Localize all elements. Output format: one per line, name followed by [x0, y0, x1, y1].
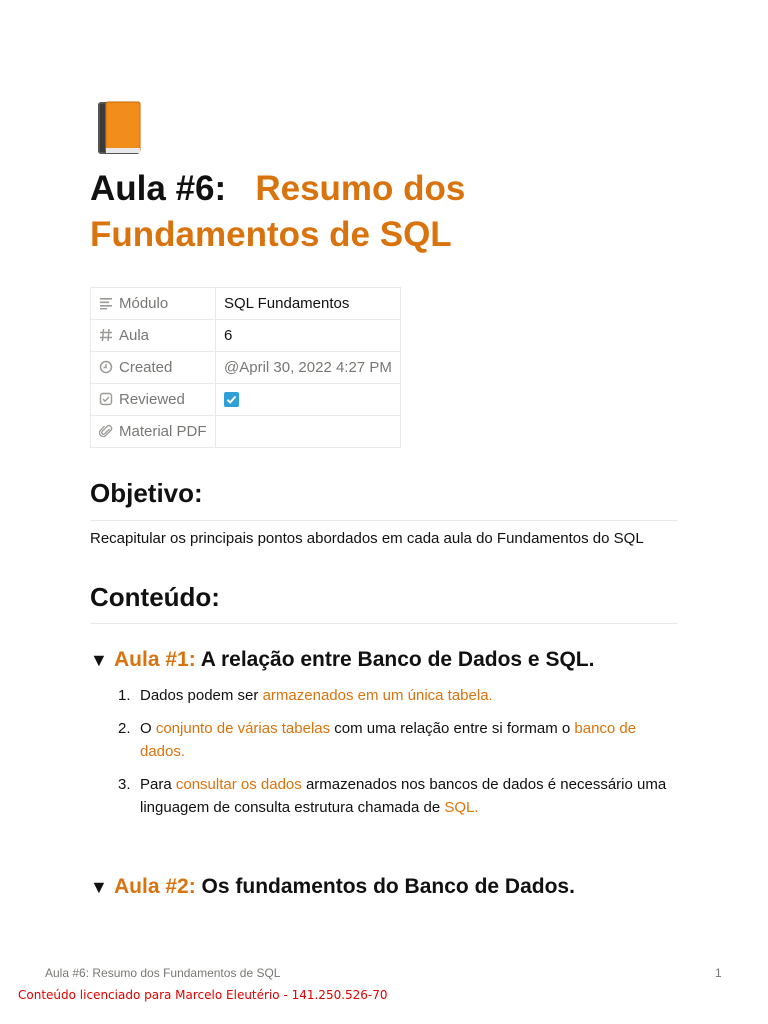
property-value[interactable]: SQL Fundamentos — [216, 288, 401, 320]
item-text: O — [140, 720, 156, 737]
property-row-created — [91, 352, 401, 384]
list-item — [90, 717, 678, 763]
highlight-text: SQL. — [444, 799, 479, 816]
divider — [90, 623, 678, 624]
conteudo-heading: Conteúdo: — [90, 582, 220, 612]
property-key: Created — [119, 359, 173, 376]
divider — [90, 520, 678, 521]
list-number: 1. — [118, 687, 131, 704]
property-key: Material PDF — [119, 423, 207, 440]
list-number: 3. — [118, 776, 131, 793]
list-item — [90, 684, 678, 707]
toggle-label: Aula #2: — [114, 875, 196, 898]
clock-icon — [99, 360, 113, 374]
list-number: 2. — [118, 720, 131, 737]
triangle-down-icon[interactable]: ▼ — [90, 877, 108, 897]
properties-table — [90, 287, 401, 448]
footer-title: Aula #6: Resumo dos Fundamentos de SQL — [45, 966, 281, 980]
highlight-text: consultar os dados — [175, 776, 302, 793]
checkbox-icon — [99, 392, 113, 406]
highlight-text: banco de dados. — [140, 720, 637, 760]
page-number: 1 — [715, 966, 722, 980]
hash-icon — [99, 328, 113, 342]
numbered-list — [90, 684, 678, 829]
page-title — [90, 166, 650, 258]
license-notice: Conteúdo licenciado para Marcelo Eleutério - 141.250.526-70 — [18, 988, 388, 1002]
reviewed-checkbox[interactable] — [224, 392, 239, 407]
toggle-title: A relação entre Banco de Dados e SQL. — [200, 648, 595, 671]
orange-book-icon — [96, 100, 142, 156]
highlight-text: armazenados em um única tabela. — [262, 687, 493, 704]
property-value: @April 30, 2022 4:27 PM — [216, 352, 401, 384]
item-text: armazenados nos bancos de dados é necessário uma linguagem de consulta estrutura chamada de — [140, 776, 667, 816]
title-prefix: Aula #6: — [90, 169, 227, 208]
property-key: Módulo — [119, 295, 169, 312]
property-row-aula — [91, 320, 401, 352]
property-row-modulo — [91, 288, 401, 320]
property-row-reviewed — [91, 384, 401, 416]
property-value[interactable] — [216, 416, 401, 448]
list-item — [90, 773, 678, 819]
item-text: Para — [140, 776, 176, 793]
title-accent: Resumo dos Fundamentos de SQL — [90, 169, 466, 254]
triangle-down-icon[interactable]: ▼ — [90, 650, 108, 670]
item-text: Dados podem ser — [140, 687, 263, 704]
property-key: Aula — [119, 327, 150, 344]
item-text: com uma relação entre si formam o — [330, 720, 575, 737]
toggle-aula-1[interactable] — [90, 648, 594, 672]
toggle-title: Os fundamentos do Banco de Dados. — [201, 875, 575, 898]
toggle-label: Aula #1: — [114, 648, 196, 671]
checkmark-icon — [225, 393, 238, 406]
objetivo-text: Recapitular os principais pontos abordados em cada aula do Fundamentos do SQL — [90, 530, 644, 547]
objetivo-heading: Objetivo: — [90, 478, 203, 508]
property-key: Reviewed — [119, 391, 185, 408]
property-row-material-pdf — [91, 416, 401, 448]
paperclip-icon — [99, 424, 113, 438]
highlight-text: conjunto de várias tabelas — [155, 720, 331, 737]
toggle-aula-2[interactable] — [90, 875, 575, 899]
text-lines-icon — [99, 296, 113, 310]
property-value[interactable]: 6 — [216, 320, 401, 352]
